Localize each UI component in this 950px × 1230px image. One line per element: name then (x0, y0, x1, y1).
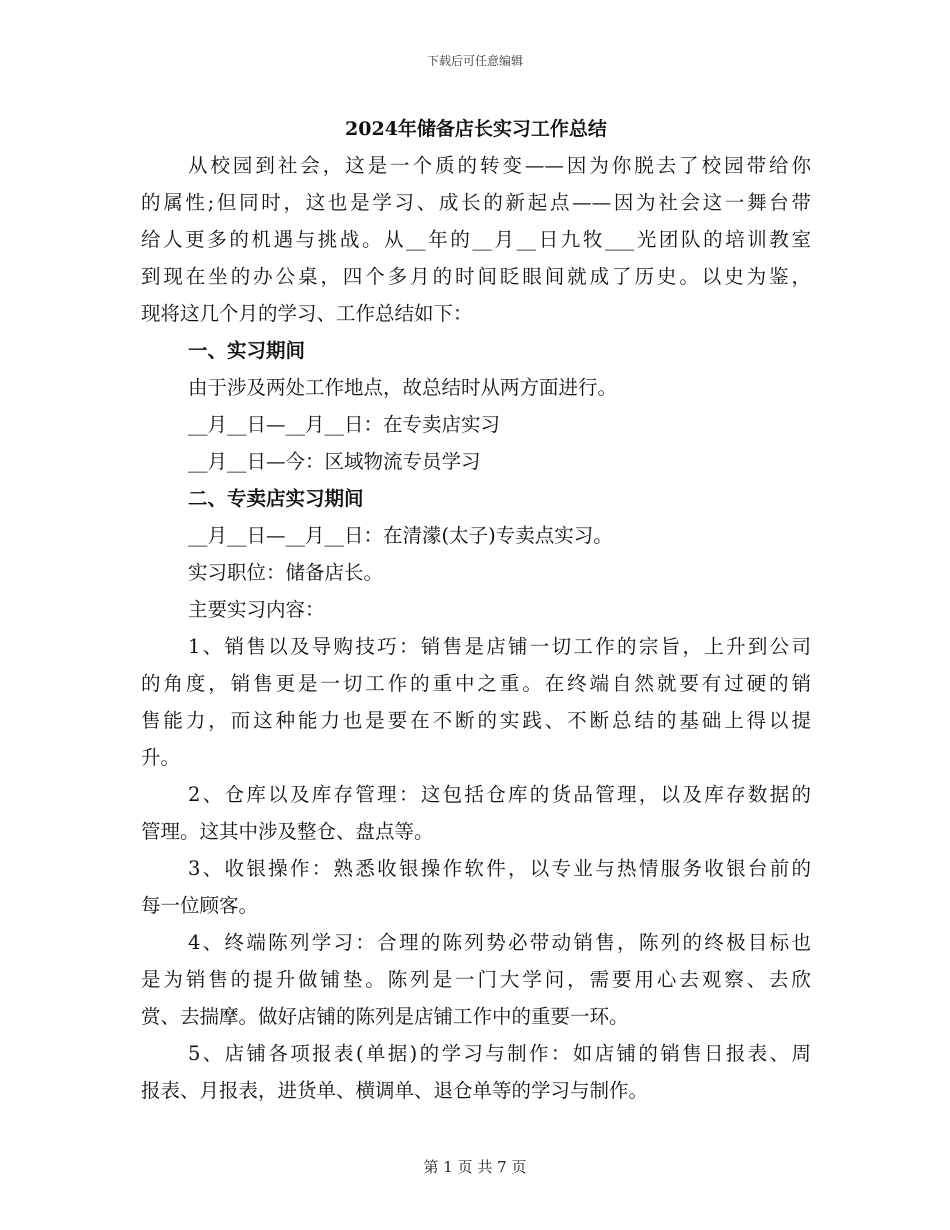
paragraph-line: 从校园到社会，这是一个质的转变——因为你脱去了校园带给你 (188, 154, 811, 177)
paragraph-line: 5、店铺各项报表(单据)的学习与制作：如店铺的销售日报表、周 (188, 1042, 811, 1065)
paragraph-line: 管理。这其中涉及整仓、盘点等。 (141, 820, 434, 843)
document-body (141, 111, 811, 1109)
paragraph-line: 的角度，销售更是一切工作的重中之重。在终端自然就要有过硬的销 (141, 672, 811, 695)
paragraph-line: 4、终端陈列学习：合理的陈列势必带动销售，陈列的终极目标也 (188, 931, 811, 954)
paragraph-line: 2、仓库以及库存管理：这包括仓库的货品管理，以及库存数据的 (188, 783, 811, 806)
paragraph-line: 售能力，而这种能力也是要在不断的实践、不断总结的基础上得以提 (141, 709, 811, 732)
page-header: 下载后可任意编辑 (426, 54, 523, 68)
paragraph-line: 主要实习内容： (188, 598, 325, 621)
paragraph-line: 报表、月报表，进货单、横调单、退仓单等的学习与制作。 (141, 1079, 649, 1102)
paragraph-line: 每一位顾客。 (141, 894, 259, 917)
page-footer: 第 1 页 共 7 页 (423, 1158, 527, 1176)
paragraph-line: 1、销售以及导购技巧：销售是店铺一切工作的宗旨，上升到公司 (188, 635, 811, 658)
paragraph-line: 到现在坐的办公桌，四个多月的时间眨眼间就成了历史。以史为鉴， (141, 265, 811, 288)
paragraph-line: 实习职位：储备店长。 (188, 561, 384, 584)
paragraph-line: __月__日—__月__日：在专卖店实习 (188, 413, 501, 436)
paragraph-line: 现将这几个月的学习、工作总结如下： (141, 302, 473, 325)
paragraph-line: __月__日—今：区域物流专员学习 (188, 450, 481, 473)
paragraph-line: 是为销售的提升做铺垫。陈列是一门大学问，需要用心去观察、去欣 (141, 968, 811, 991)
paragraph-list (141, 147, 811, 1109)
document-title: 2024年储备店长实习工作总结 (345, 118, 607, 140)
paragraph-line: __月__日—__月__日：在清濛(太子)专卖点实习。 (188, 524, 613, 547)
section-heading: 二、专卖店实习期间 (188, 487, 364, 510)
paragraph-line: 3、收银操作：熟悉收银操作软件，以专业与热情服务收银台前的 (188, 857, 811, 880)
paragraph-line: 给人更多的机遇与挑战。从__年的__月__日九牧___光团队的培训教室 (141, 228, 811, 251)
section-heading: 一、实习期间 (188, 339, 306, 362)
paragraph-line: 由于涉及两处工作地点，故总结时从两方面进行。 (188, 376, 618, 399)
paragraph-line: 的属性;但同时，这也是学习、成长的新起点——因为社会这一舞台带 (141, 191, 811, 214)
paragraph-line: 赏、去揣摩。做好店铺的陈列是店铺工作中的重要一环。 (141, 1005, 629, 1028)
paragraph-line: 升。 (141, 746, 181, 769)
